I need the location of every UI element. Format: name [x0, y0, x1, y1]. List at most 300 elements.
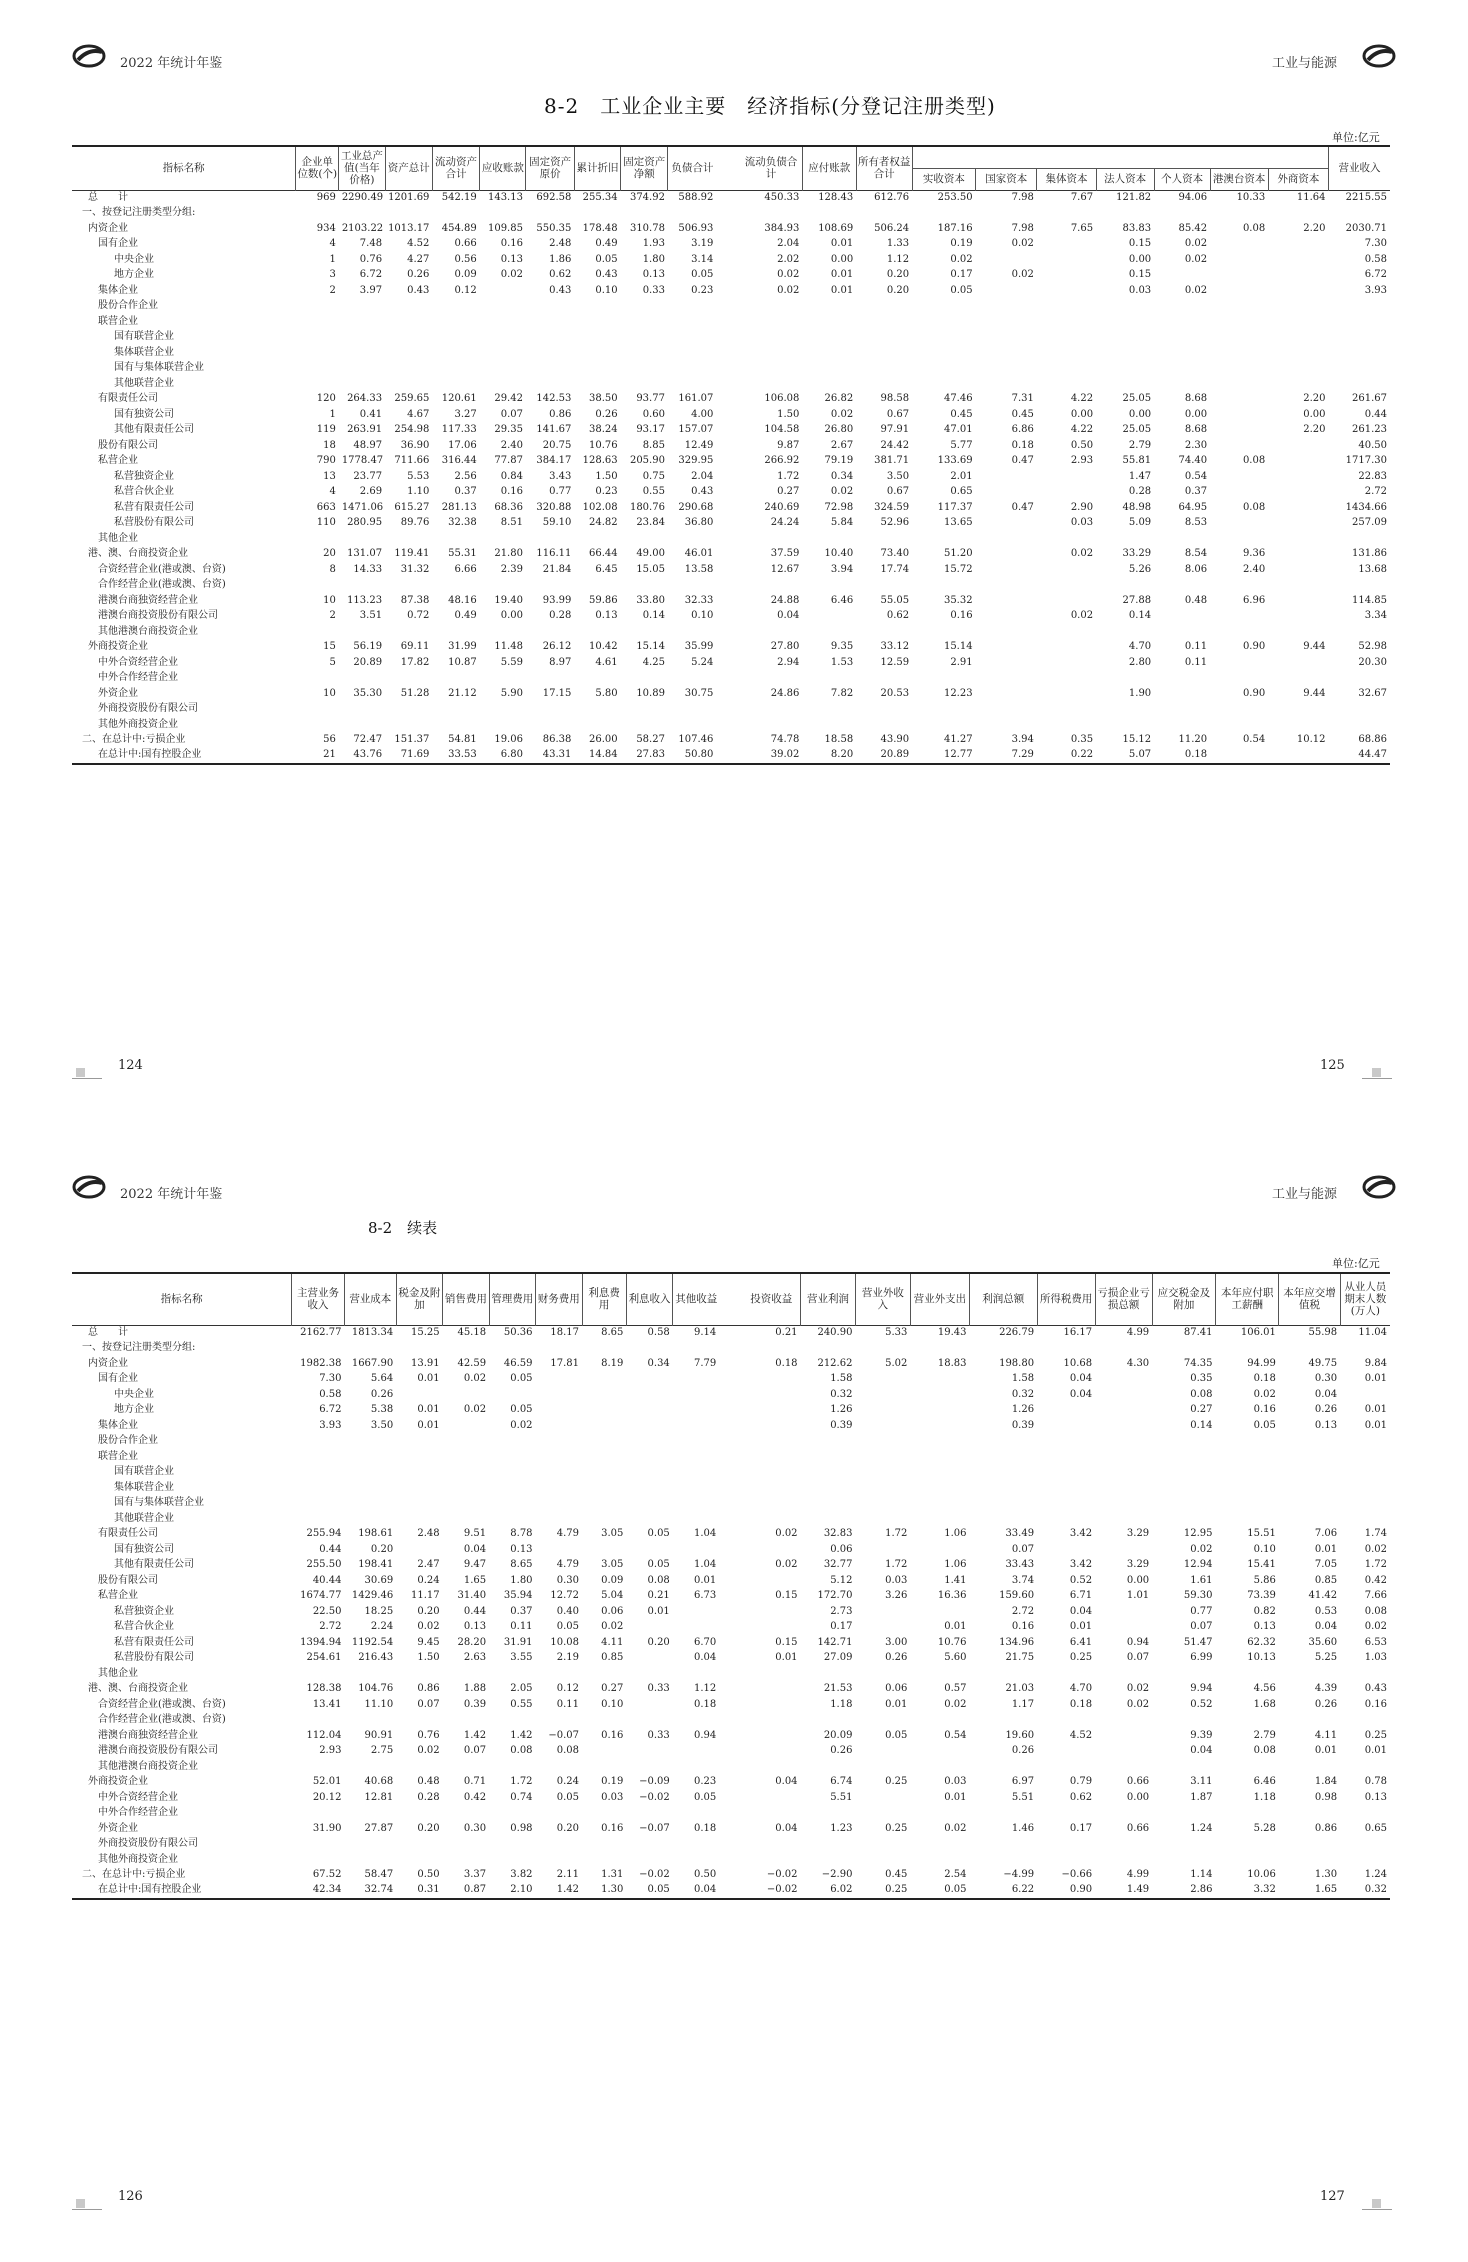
cell-value: 506.93 — [678, 222, 714, 234]
cell-value — [621, 717, 668, 733]
cell-value — [976, 376, 1037, 392]
cell-value: 0.11 — [556, 1698, 579, 1710]
table-row — [72, 237, 1390, 253]
cell-value: 3.34 — [1364, 610, 1387, 622]
table-row — [72, 1511, 1390, 1527]
cell-value: 41.42 — [1308, 1590, 1338, 1602]
cell-value — [480, 702, 526, 718]
cell-value — [1152, 1852, 1215, 1868]
cell-value — [668, 330, 716, 346]
cell-value: 0.15 — [1128, 269, 1152, 281]
cell-value — [1268, 206, 1328, 222]
cell-value: 0.08 — [1364, 1605, 1387, 1617]
cell-value: 10.42 — [588, 641, 618, 653]
cell-value — [1279, 1666, 1340, 1682]
cell-value: 4.67 — [407, 408, 430, 420]
cell-value: 0.08 — [1253, 1745, 1276, 1757]
cell-value — [1340, 1449, 1390, 1465]
cell-value — [296, 330, 339, 346]
cell-value: 93.17 — [636, 424, 665, 436]
cell-value — [536, 1666, 582, 1682]
cell-value: 0.19 — [950, 238, 973, 250]
cell-value: 6.66 — [454, 563, 477, 575]
cell-value: 0.16 — [1253, 1404, 1276, 1416]
col-indicator-name: 指标名称 — [72, 1273, 292, 1325]
cell-value: 72.47 — [353, 734, 383, 746]
cell-value: 55.98 — [1279, 1325, 1340, 1341]
cell-value: 3.00 — [885, 1636, 908, 1648]
cell-value — [1095, 1403, 1152, 1419]
cell-value: 0.08 — [647, 1574, 670, 1586]
cell-value — [396, 1449, 442, 1465]
cell-value — [856, 717, 912, 733]
cell-value — [1216, 1465, 1279, 1481]
cell-value — [385, 531, 432, 547]
cell-value: 0.32 — [1340, 1883, 1390, 1899]
cell-value: 0.02 — [775, 1559, 798, 1571]
cell-value — [339, 671, 385, 687]
cell-value: 0.13 — [642, 269, 665, 281]
cell-value: −0.66 — [1061, 1869, 1093, 1881]
cell-value: 0.04 — [777, 610, 800, 622]
cell-value — [742, 1480, 800, 1496]
cell-value: 8.53 — [1184, 517, 1208, 529]
cell-value — [668, 299, 716, 315]
cell-value: 0.76 — [417, 1729, 440, 1741]
footer-rule — [1362, 2209, 1392, 2210]
cell-value — [396, 1759, 442, 1775]
cell-value — [740, 330, 802, 346]
cell-value — [802, 314, 856, 330]
cell-value — [910, 1496, 969, 1512]
cell-value: 281.13 — [441, 501, 477, 513]
cell-value: 6.86 — [1011, 424, 1034, 436]
cell-value: −0.09 — [639, 1776, 670, 1788]
cell-value: 55.31 — [448, 548, 477, 560]
cell-value — [668, 671, 716, 687]
cell-value: 47.46 — [943, 393, 973, 405]
cell-value: 1.72 — [510, 1776, 533, 1788]
cell-value: 0.04 — [1069, 1605, 1093, 1617]
cell-value: 13.41 — [312, 1698, 342, 1710]
cell-value — [1154, 702, 1210, 718]
cell-value — [855, 1620, 910, 1636]
cell-value — [976, 593, 1037, 609]
cell-value — [668, 578, 716, 594]
cell-value — [1268, 438, 1328, 454]
cell-value — [1154, 717, 1210, 733]
cell-value — [480, 314, 526, 330]
cell-value — [526, 702, 574, 718]
cell-value — [856, 578, 912, 594]
cell-value: 73.40 — [880, 548, 910, 560]
table-row — [72, 1837, 1390, 1853]
table-row — [72, 562, 1390, 578]
cell-value — [742, 1341, 800, 1357]
cell-value — [855, 1341, 910, 1357]
cell-value — [344, 1837, 396, 1853]
cell-value — [1037, 330, 1096, 346]
cell-value: 15.14 — [636, 641, 665, 653]
cell-value — [856, 345, 912, 361]
cell-value — [742, 1418, 800, 1434]
cell-value: 0.16 — [500, 238, 523, 250]
cell-value: 55.05 — [880, 594, 910, 606]
cell-value: 0.01 — [417, 1404, 440, 1416]
cell-value: 49.00 — [636, 548, 665, 560]
page-number-right: 127 — [1320, 2189, 1345, 2204]
cell-value — [1329, 206, 1391, 222]
cell-value: 5.25 — [1314, 1652, 1338, 1664]
cell-value: 113.23 — [347, 594, 383, 606]
row-label: 国有企业 — [98, 1373, 138, 1385]
cell-value: 0.43 — [1364, 1683, 1387, 1695]
cell-value — [582, 1465, 626, 1481]
cell-value — [396, 1434, 442, 1450]
cell-value — [1340, 1480, 1390, 1496]
cell-value: 3.94 — [1011, 734, 1034, 746]
cell-value — [742, 1573, 800, 1589]
cell-value: 506.24 — [874, 222, 910, 234]
cell-value — [526, 314, 574, 330]
cell-value: 18.58 — [824, 734, 854, 746]
cell-value: 969 — [296, 190, 339, 206]
cell-value: 59.30 — [1183, 1590, 1213, 1602]
cell-value: 0.30 — [556, 1574, 579, 1586]
cell-value: 86.38 — [542, 734, 572, 746]
cell-value: 0.42 — [463, 1791, 487, 1803]
cell-value — [673, 1837, 719, 1853]
cell-value — [489, 1480, 535, 1496]
cell-value — [1037, 1434, 1095, 1450]
cell-value — [574, 671, 620, 687]
cell-value — [443, 1434, 489, 1450]
cell-value: 10.06 — [1247, 1869, 1276, 1881]
cell-value — [626, 1480, 672, 1496]
cell-value: 0.39 — [463, 1698, 487, 1710]
cell-value — [292, 1341, 345, 1357]
cell-value — [801, 1713, 856, 1729]
cell-value: 3.50 — [370, 1419, 394, 1431]
table-row — [72, 1434, 1390, 1450]
cell-value — [856, 314, 912, 330]
cell-value — [432, 314, 479, 330]
cell-value — [801, 1480, 856, 1496]
cell-value: 280.95 — [347, 517, 383, 529]
cell-value — [1154, 330, 1210, 346]
cell-value: 15.14 — [943, 641, 973, 653]
cell-value: 0.33 — [647, 1683, 670, 1695]
cell-value: 27.88 — [1122, 594, 1152, 606]
table-row — [72, 1697, 1390, 1713]
cell-value — [1340, 1852, 1390, 1868]
row-label: 其他外商投资企业 — [98, 718, 178, 730]
cell-value: 31.99 — [448, 641, 477, 653]
row-label: 国有独资公司 — [114, 1543, 174, 1555]
cell-value — [1037, 531, 1096, 547]
cell-value — [1037, 1511, 1095, 1527]
cell-value: 46.01 — [684, 548, 714, 560]
cell-value: 6.70 — [693, 1636, 717, 1648]
table-row — [72, 392, 1390, 408]
cell-value: 1.58 — [830, 1373, 853, 1385]
cell-value — [621, 345, 668, 361]
cell-value: 4.99 — [1095, 1325, 1152, 1341]
cell-value — [396, 1480, 442, 1496]
row-label: 合资经营企业(港或澳、台资) — [98, 1698, 226, 1710]
cell-value: 226.79 — [970, 1325, 1038, 1341]
cell-value — [626, 1372, 672, 1388]
cell-value: 15 — [323, 641, 336, 653]
cell-value: 0.26 — [370, 1388, 394, 1400]
cell-value — [1268, 702, 1328, 718]
cell-value: 0.50 — [1070, 439, 1094, 451]
cell-value: 4.70 — [1128, 641, 1152, 653]
cell-value: 10.87 — [448, 656, 477, 668]
cell-value — [1152, 1666, 1215, 1682]
cell-value — [1268, 717, 1328, 733]
cell-value — [740, 206, 802, 222]
cell-value — [1340, 1666, 1390, 1682]
cell-value — [970, 1480, 1038, 1496]
cell-value: 1394.94 — [300, 1636, 342, 1648]
cell-value — [910, 1852, 969, 1868]
table-row — [72, 1403, 1390, 1419]
cell-value — [910, 1806, 969, 1822]
cell-value: 12.23 — [943, 687, 973, 699]
cell-value — [582, 1666, 626, 1682]
cell-value: 4.00 — [691, 408, 714, 420]
cell-value — [856, 330, 912, 346]
cell-value: 5.60 — [944, 1652, 967, 1664]
cell-value: 0.25 — [855, 1883, 910, 1899]
cell-value — [1037, 1496, 1095, 1512]
cell-value: 0.18 — [693, 1698, 717, 1710]
cell-value: 2.93 — [1070, 455, 1094, 467]
table-row — [72, 733, 1390, 749]
cell-value — [344, 1852, 396, 1868]
cell-value: 0.01 — [775, 1652, 798, 1664]
cell-value: 15.41 — [1247, 1559, 1276, 1571]
cell-value — [582, 1852, 626, 1868]
cell-value: 15.12 — [1122, 734, 1152, 746]
cell-value: 0.18 — [1069, 1698, 1093, 1710]
cell-value — [1210, 671, 1268, 687]
cell-value: 17.15 — [542, 687, 572, 699]
cell-value: 2.01 — [950, 470, 973, 482]
cell-value: 1.46 — [1011, 1822, 1035, 1834]
row-label: 中外合资经营企业 — [98, 656, 178, 668]
cell-value: 0.03 — [944, 1776, 967, 1788]
cell-value: 0.02 — [417, 1621, 440, 1633]
cell-value: 2.05 — [510, 1683, 533, 1695]
cell-value — [292, 1496, 345, 1512]
cell-value: 35.60 — [1308, 1636, 1338, 1648]
cell-value — [801, 1666, 856, 1682]
cell-value — [673, 1434, 719, 1450]
cell-value — [582, 1806, 626, 1822]
cell-value — [855, 1403, 910, 1419]
table-row — [72, 1759, 1390, 1775]
cell-value: 0.42 — [1364, 1574, 1387, 1586]
cell-value: 0.27 — [1190, 1404, 1213, 1416]
cell-value — [976, 531, 1037, 547]
cell-value — [1096, 671, 1154, 687]
cell-value — [740, 702, 802, 718]
cell-value: 0.00 — [500, 610, 523, 622]
row-label: 在总计中:国有控股企业 — [72, 1883, 292, 1899]
cell-value: 0.28 — [549, 610, 572, 622]
cell-value: 0.76 — [359, 253, 383, 265]
cell-value: 15.05 — [636, 563, 665, 575]
cell-value — [526, 206, 574, 222]
cell-value — [296, 624, 339, 640]
cell-value: 2.93 — [319, 1745, 342, 1757]
cell-value: 1.12 — [886, 253, 910, 265]
cell-value — [1216, 1341, 1279, 1357]
header-section: 工业与能源 — [1272, 1187, 1338, 1202]
cell-value — [668, 531, 716, 547]
cell-value — [910, 1465, 969, 1481]
cell-value: 2162.77 — [292, 1325, 345, 1341]
col-header: 国家资本 — [976, 168, 1037, 190]
cell-value — [1210, 485, 1268, 501]
cell-value: 159.60 — [999, 1590, 1035, 1602]
cell-value: 6.71 — [1069, 1590, 1093, 1602]
cell-value: 0.14 — [1190, 1419, 1213, 1431]
cell-value — [1154, 531, 1210, 547]
cell-value — [582, 1837, 626, 1853]
cell-value — [385, 624, 432, 640]
cell-value — [1037, 1480, 1095, 1496]
cell-value — [1152, 1465, 1215, 1481]
cell-value — [1216, 1713, 1279, 1729]
cell-value: 1.84 — [1314, 1776, 1338, 1788]
cell-value — [480, 206, 526, 222]
cell-value — [742, 1434, 800, 1450]
cell-value: 255.34 — [574, 190, 620, 206]
cell-value — [1152, 1496, 1215, 1512]
cell-value: 384.93 — [764, 222, 800, 234]
cell-value — [801, 1806, 856, 1822]
cell-value — [1154, 345, 1210, 361]
cell-value: 0.33 — [647, 1729, 670, 1741]
cell-value — [742, 1728, 800, 1744]
cell-value — [1268, 361, 1328, 377]
cell-value: 7.66 — [1364, 1590, 1387, 1602]
cell-value: 161.07 — [678, 393, 714, 405]
cell-value: 0.56 — [454, 253, 477, 265]
cell-value: 0.67 — [886, 408, 910, 420]
cell-value — [626, 1744, 672, 1760]
cell-value — [296, 671, 339, 687]
cell-value: 384.17 — [536, 455, 572, 467]
cell-value — [432, 299, 479, 315]
cell-value: 35.30 — [353, 687, 383, 699]
cell-value: 116.11 — [536, 548, 572, 560]
cell-value: 58.47 — [364, 1869, 394, 1881]
cell-value: 17.74 — [880, 563, 910, 575]
cell-value: 0.27 — [601, 1683, 624, 1695]
cell-value: 0.02 — [944, 1698, 967, 1710]
cell-value: 151.37 — [394, 734, 430, 746]
table-row — [72, 547, 1390, 563]
cell-value: 3.55 — [510, 1652, 533, 1664]
cell-value: 0.12 — [454, 284, 477, 296]
cell-value: 588.92 — [668, 190, 716, 206]
cell-value: 1.72 — [1364, 1559, 1387, 1571]
cell-value: 0.01 — [417, 1373, 440, 1385]
cell-value — [802, 531, 856, 547]
cell-value: 4.56 — [1253, 1683, 1276, 1695]
cell-value: 20.12 — [312, 1791, 342, 1803]
cell-value: 1667.90 — [351, 1357, 394, 1369]
cell-value: 0.58 — [319, 1388, 342, 1400]
cell-value — [1096, 361, 1154, 377]
table-title: 8-2 续表 — [368, 1219, 438, 1237]
cell-value — [1210, 423, 1268, 439]
table-row — [72, 1790, 1390, 1806]
table-row — [72, 1775, 1390, 1791]
cell-value: 68.86 — [1358, 734, 1387, 746]
cell-value — [970, 1511, 1038, 1527]
cell-value: 2.11 — [556, 1869, 579, 1881]
table-row — [72, 361, 1390, 377]
cell-value — [1216, 1434, 1279, 1450]
cell-value: 2.39 — [500, 563, 523, 575]
cell-value — [1095, 1806, 1152, 1822]
cell-value: 48.16 — [448, 594, 477, 606]
cell-value: 45.18 — [443, 1325, 489, 1341]
cell-value: 0.01 — [830, 284, 854, 296]
cell-value: 52.01 — [312, 1776, 342, 1788]
cell-value — [1037, 485, 1096, 501]
cell-value: 0.05 — [595, 253, 618, 265]
cell-value — [489, 1387, 535, 1403]
cell-value — [1268, 671, 1328, 687]
cell-value: 254.61 — [306, 1652, 342, 1664]
cell-value — [1340, 1837, 1390, 1853]
cell-value — [1096, 578, 1154, 594]
cell-value: 94.99 — [1247, 1357, 1276, 1369]
col-header: 利润总额 — [970, 1273, 1038, 1325]
cell-value — [536, 1434, 582, 1450]
row-label: 内资企业 — [88, 1357, 128, 1369]
cell-value: 0.05 — [1253, 1419, 1276, 1431]
cell-value — [626, 1449, 672, 1465]
cell-value: 29.35 — [494, 424, 523, 436]
cell-value: 4.25 — [642, 656, 665, 668]
cell-value: 7.06 — [1314, 1528, 1338, 1540]
cell-value: 0.44 — [319, 1543, 342, 1555]
cell-value — [802, 361, 856, 377]
cell-value: 612.76 — [856, 190, 912, 206]
cell-value — [582, 1387, 626, 1403]
cell-value: 0.04 — [1069, 1373, 1093, 1385]
cell-value — [526, 299, 574, 315]
cell-value: 52.96 — [880, 517, 910, 529]
cell-value — [339, 578, 385, 594]
cell-value — [802, 578, 856, 594]
cell-value — [673, 1372, 719, 1388]
cell-value: 0.43 — [691, 486, 714, 498]
cell-value: 0.11 — [510, 1621, 533, 1633]
cell-value — [742, 1682, 800, 1698]
cell-value — [742, 1496, 800, 1512]
cell-value: −0.07 — [639, 1822, 670, 1834]
row-label: 港澳台商投资股份有限公司 — [98, 610, 218, 622]
cell-value — [976, 206, 1037, 222]
